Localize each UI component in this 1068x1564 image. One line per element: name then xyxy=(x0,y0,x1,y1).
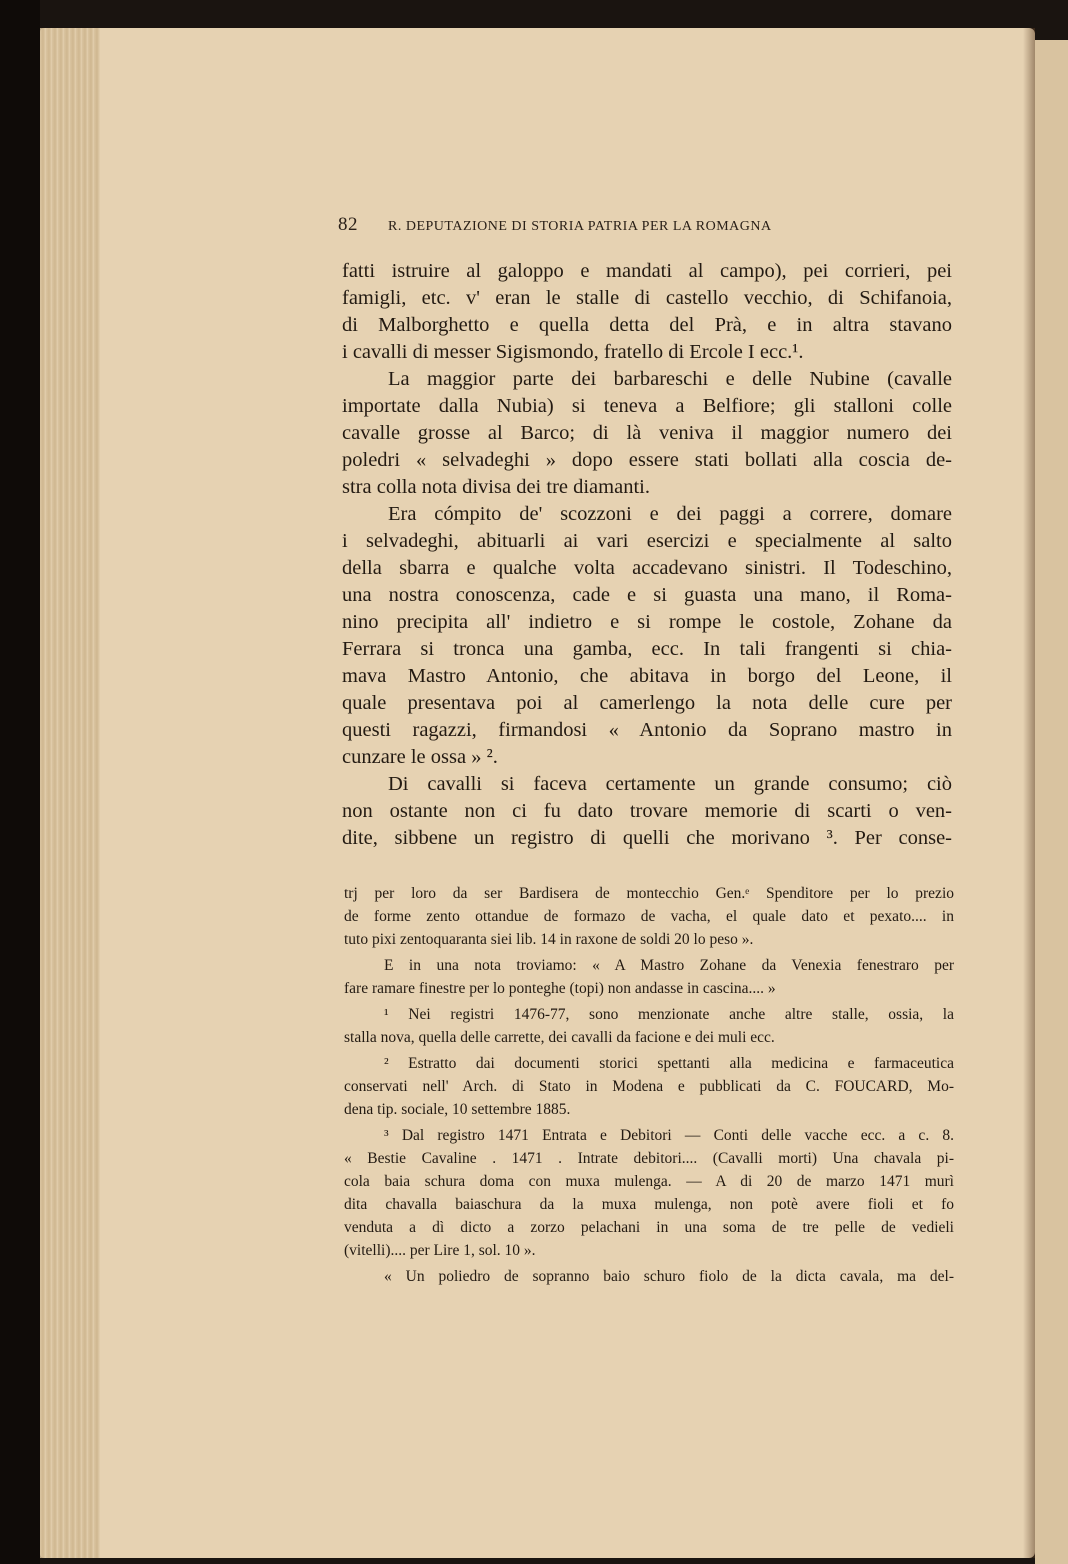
running-title: R. DEPUTAZIONE DI STORIA PATRIA PER LA ROMAGNA xyxy=(388,219,772,234)
note-line: dita chavalla baiaschura da la muxa mulenga, non potè avere fioli et fo xyxy=(344,1196,954,1213)
page-stack-edges xyxy=(40,28,100,1558)
note-line: cola baia schura doma con muxa mulenga. — A di 20 de marzo 1471 murì xyxy=(344,1173,954,1190)
note-line: tuto pixi zentoquaranta siei lib. 14 in raxone de soldi 20 lo peso ». xyxy=(344,931,754,948)
text-line: Di cavalli si faceva certamente un grande consumo; ciò xyxy=(388,773,952,795)
note-line: E in una nota troviamo: « A Mastro Zohane da Venexia fenestraro per xyxy=(384,957,954,974)
text-line: i cavalli di messer Sigismondo, fratello di Ercole I ecc.¹. xyxy=(342,341,804,363)
text-line: di Malborghetto e quella detta del Prà, e in altra stavano xyxy=(342,314,952,336)
note-line: conservati nell' Arch. di Stato in Modena e pubblicati da C. FOUCARD, Mo- xyxy=(344,1078,954,1095)
page-number: 82 xyxy=(338,214,358,235)
text-line: cavalle grosse al Barco; di là veniva il maggior numero dei xyxy=(342,422,952,444)
note-line: venduta a dì dicto a zorzo pelachani in una soma de tre pelle de vedieli xyxy=(344,1219,954,1236)
note-line: ¹ Nei registri 1476-77, sono menzionate anche altre stalle, ossia, la xyxy=(384,1006,954,1023)
footnote-1 xyxy=(344,1003,954,1049)
note-line: (vitelli).... per Lire 1, sol. 10 ». xyxy=(344,1242,536,1259)
running-header xyxy=(338,214,958,236)
footnote-3 xyxy=(344,1124,954,1262)
text-line: non ostante non ci fu dato trovare memorie di scarti o ven- xyxy=(342,800,952,822)
text-line: mava Mastro Antonio, che abitava in borgo del Leone, il xyxy=(342,665,952,687)
text-line: famigli, etc. v' eran le stalle di castello vecchio, di Schifanoia, xyxy=(342,287,952,309)
text-line: importate dalla Nubia) si teneva a Belfiore; gli stalloni colle xyxy=(342,395,952,417)
note-line: stalla nova, quella delle carrette, dei cavalli da facione e dei muli ecc. xyxy=(344,1029,775,1046)
scan-left-edge xyxy=(0,0,40,1564)
note-line: ³ Dal registro 1471 Entrata e Debitori — Conti delle vacche ecc. a c. 8. xyxy=(384,1127,954,1144)
text-line: Ferrara si tronca una gamba, ecc. In tali frangenti si chia- xyxy=(342,638,952,660)
note-line: de forme zento ottandue de formazo de vacha, el quale dato et pexato.... in xyxy=(344,908,954,925)
text-line: Era cómpito de' scozzoni e dei paggi a correre, domare xyxy=(388,503,952,525)
adjacent-page-edge xyxy=(1035,40,1068,1564)
text-line: stra colla nota divisa dei tre diamanti. xyxy=(342,476,650,498)
note-line: « Bestie Cavaline . 1471 . Intrate debitori.... (Cavalli morti) Una chavala pi- xyxy=(344,1150,954,1167)
text-line: i selvadeghi, abituarli ai vari esercizi e specialmente al salto xyxy=(342,530,952,552)
text-line: cunzare le ossa » ². xyxy=(342,746,498,768)
footnote-nota xyxy=(344,954,954,1000)
text-line: dite, sibbene un registro di quelli che morivano ³. Per conse- xyxy=(342,827,952,849)
text-line: quale presentava poi al camerlengo la nota delle cure per xyxy=(342,692,952,714)
note-line: « Un poliedro de sopranno baio schuro fiolo de la dicta cavala, ma del- xyxy=(384,1268,954,1285)
text-line: una nostra conoscenza, cade e si guasta una mano, il Roma- xyxy=(342,584,952,606)
text-line: fatti istruire al galoppo e mandati al campo), pei corrieri, pei xyxy=(342,260,952,282)
note-line: ² Estratto dai documenti storici spettanti alla medicina e farmaceutica xyxy=(384,1055,954,1072)
footnotes xyxy=(344,882,954,1288)
text-line: poledri « selvadeghi » dopo essere stati bollati alla coscia de- xyxy=(342,449,952,471)
paragraph-2 xyxy=(342,366,952,501)
gutter-shadow xyxy=(1023,28,1035,1558)
paragraph-4 xyxy=(342,771,952,852)
main-text xyxy=(342,258,952,852)
text-line: questi ragazzi, firmandosi « Antonio da Soprano mastro in xyxy=(342,719,952,741)
text-line: La maggior parte dei barbareschi e delle Nubine (cavalle xyxy=(388,368,952,390)
note-line: fare ramare finestre per lo ponteghe (topi) non andasse in cascina.... » xyxy=(344,980,776,997)
paragraph-1 xyxy=(342,258,952,366)
footnote-last xyxy=(344,1265,954,1288)
footnote-2 xyxy=(344,1052,954,1121)
footnote-continuation xyxy=(344,882,954,951)
note-line: dena tip. sociale, 10 settembre 1885. xyxy=(344,1101,571,1118)
note-line: trj per loro da ser Bardisera de montecchio Gen.ᵉ Spenditore per lo prezio xyxy=(344,885,954,902)
paragraph-3 xyxy=(342,501,952,771)
text-line: nino precipita all' indietro e si rompe le costole, Zohane da xyxy=(342,611,952,633)
text-line: della sbarra e qualche volta accadevano sinistri. Il Todeschino, xyxy=(342,557,952,579)
